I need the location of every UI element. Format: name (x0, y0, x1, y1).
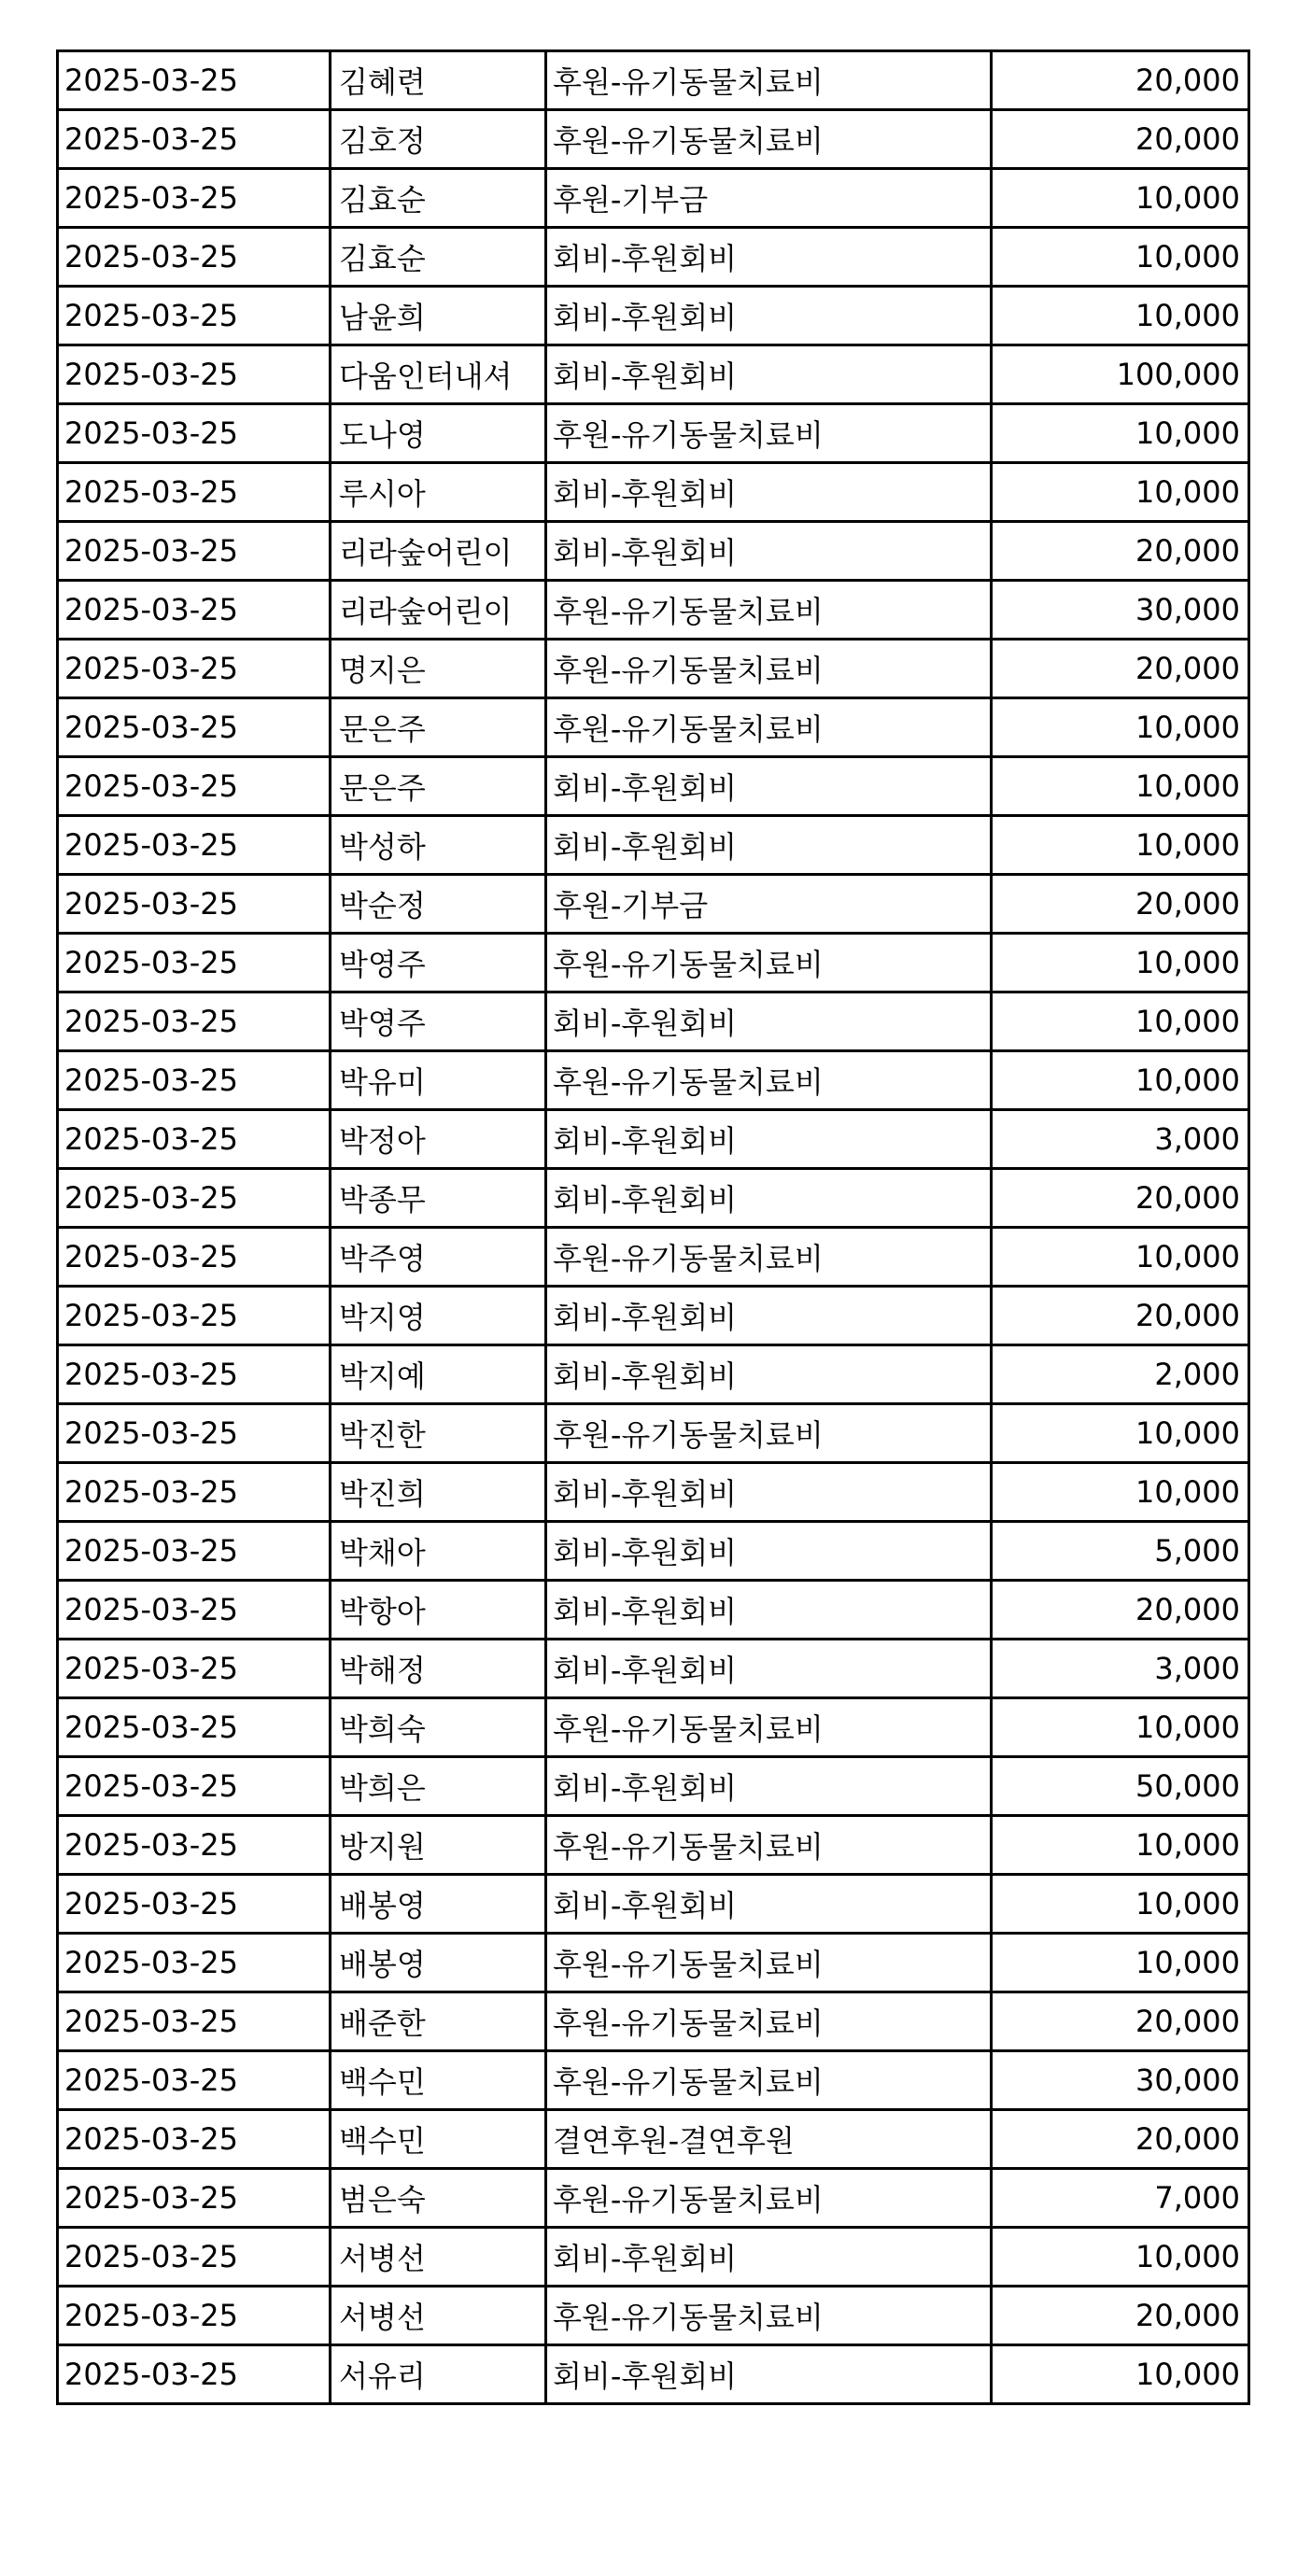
table-row (58, 2169, 1249, 2228)
date-cell: 2025-03-25 (58, 2051, 331, 2110)
category-cell: 회비-후원회비 (546, 463, 992, 522)
amount-cell: 10,000 (992, 228, 1249, 287)
table-row (58, 1816, 1249, 1875)
amount-cell: 20,000 (992, 110, 1249, 169)
donor-name-cell: 박해정 (331, 1640, 546, 1698)
amount-cell: 10,000 (992, 2228, 1249, 2287)
donor-name-cell: 문은주 (331, 698, 546, 757)
date-cell: 2025-03-25 (58, 1640, 331, 1698)
amount-cell: 10,000 (992, 287, 1249, 345)
donor-name-cell: 김효순 (331, 169, 546, 228)
amount-cell: 10,000 (992, 992, 1249, 1051)
donor-name-cell: 배봉영 (331, 1875, 546, 1934)
table-row (58, 1698, 1249, 1757)
date-cell: 2025-03-25 (58, 404, 331, 463)
donor-name-cell: 김혜련 (331, 51, 546, 110)
donor-name-cell: 백수민 (331, 2051, 546, 2110)
amount-cell: 10,000 (992, 1404, 1249, 1463)
donor-name-cell: 박유미 (331, 1051, 546, 1110)
category-cell: 후원-유기동물치료비 (546, 1051, 992, 1110)
date-cell: 2025-03-25 (58, 1875, 331, 1934)
amount-cell: 5,000 (992, 1522, 1249, 1581)
date-cell: 2025-03-25 (58, 1698, 331, 1757)
donor-name-cell: 루시아 (331, 463, 546, 522)
table-row (58, 640, 1249, 698)
amount-cell: 10,000 (992, 816, 1249, 875)
category-cell: 회비-후원회비 (546, 2228, 992, 2287)
donor-name-cell: 박진한 (331, 1404, 546, 1463)
date-cell: 2025-03-25 (58, 1228, 331, 1287)
table-row (58, 228, 1249, 287)
category-cell: 회비-후원회비 (546, 1463, 992, 1522)
date-cell: 2025-03-25 (58, 1345, 331, 1404)
donor-name-cell: 박지예 (331, 1345, 546, 1404)
donor-name-cell: 박지영 (331, 1287, 546, 1345)
donor-name-cell: 박채아 (331, 1522, 546, 1581)
table-row (58, 2110, 1249, 2169)
date-cell: 2025-03-25 (58, 1757, 331, 1816)
amount-cell: 20,000 (992, 1992, 1249, 2051)
table-row (58, 110, 1249, 169)
table-row (58, 698, 1249, 757)
donor-name-cell: 백수민 (331, 2110, 546, 2169)
amount-cell: 3,000 (992, 1110, 1249, 1169)
donor-name-cell: 서병선 (331, 2228, 546, 2287)
table-row (58, 1345, 1249, 1404)
donor-name-cell: 명지은 (331, 640, 546, 698)
category-cell: 회비-후원회비 (546, 287, 992, 345)
donor-name-cell: 리라숲어린이 (331, 522, 546, 581)
amount-cell: 20,000 (992, 875, 1249, 934)
amount-cell: 10,000 (992, 463, 1249, 522)
amount-cell: 10,000 (992, 1875, 1249, 1934)
amount-cell: 50,000 (992, 1757, 1249, 1816)
amount-cell: 20,000 (992, 1169, 1249, 1228)
category-cell: 후원-기부금 (546, 169, 992, 228)
amount-cell: 3,000 (992, 1640, 1249, 1698)
date-cell: 2025-03-25 (58, 51, 331, 110)
date-cell: 2025-03-25 (58, 934, 331, 992)
category-cell: 회비-후원회비 (546, 1345, 992, 1404)
category-cell: 회비-후원회비 (546, 522, 992, 581)
donation-table (56, 49, 1250, 2405)
amount-cell: 10,000 (992, 698, 1249, 757)
date-cell: 2025-03-25 (58, 110, 331, 169)
table-row (58, 1522, 1249, 1581)
table-row (58, 404, 1249, 463)
table-row (58, 2051, 1249, 2110)
category-cell: 회비-후원회비 (546, 1287, 992, 1345)
amount-cell: 10,000 (992, 1816, 1249, 1875)
date-cell: 2025-03-25 (58, 2228, 331, 2287)
table-row (58, 1404, 1249, 1463)
category-cell: 후원-유기동물치료비 (546, 2051, 992, 2110)
amount-cell: 20,000 (992, 2287, 1249, 2345)
donor-name-cell: 배준한 (331, 1992, 546, 2051)
amount-cell: 10,000 (992, 1698, 1249, 1757)
table-row (58, 522, 1249, 581)
donor-name-cell: 박주영 (331, 1228, 546, 1287)
donor-name-cell: 박희은 (331, 1757, 546, 1816)
amount-cell: 10,000 (992, 169, 1249, 228)
date-cell: 2025-03-25 (58, 757, 331, 816)
table-row (58, 51, 1249, 110)
date-cell: 2025-03-25 (58, 463, 331, 522)
donor-name-cell: 박희숙 (331, 1698, 546, 1757)
amount-cell: 30,000 (992, 2051, 1249, 2110)
category-cell: 후원-유기동물치료비 (546, 581, 992, 640)
category-cell: 후원-유기동물치료비 (546, 2169, 992, 2228)
donor-name-cell: 도나영 (331, 404, 546, 463)
donor-name-cell: 김효순 (331, 228, 546, 287)
date-cell: 2025-03-25 (58, 1581, 331, 1640)
table-row (58, 2345, 1249, 2404)
category-cell: 후원-유기동물치료비 (546, 1992, 992, 2051)
donor-name-cell: 박진희 (331, 1463, 546, 1522)
date-cell: 2025-03-25 (58, 640, 331, 698)
category-cell: 후원-유기동물치료비 (546, 640, 992, 698)
category-cell: 회비-후원회비 (546, 1581, 992, 1640)
category-cell: 후원-유기동물치료비 (546, 1816, 992, 1875)
date-cell: 2025-03-25 (58, 875, 331, 934)
date-cell: 2025-03-25 (58, 345, 331, 404)
amount-cell: 10,000 (992, 1463, 1249, 1522)
donor-name-cell: 김호정 (331, 110, 546, 169)
date-cell: 2025-03-25 (58, 816, 331, 875)
table-row (58, 934, 1249, 992)
table-row (58, 2228, 1249, 2287)
amount-cell: 10,000 (992, 2345, 1249, 2404)
table-row (58, 2287, 1249, 2345)
category-cell: 후원-유기동물치료비 (546, 698, 992, 757)
donor-name-cell: 박영주 (331, 992, 546, 1051)
donor-name-cell: 박항아 (331, 1581, 546, 1640)
category-cell: 회비-후원회비 (546, 345, 992, 404)
date-cell: 2025-03-25 (58, 1934, 331, 1992)
amount-cell: 20,000 (992, 640, 1249, 698)
category-cell: 후원-유기동물치료비 (546, 2287, 992, 2345)
table-row (58, 169, 1249, 228)
date-cell: 2025-03-25 (58, 228, 331, 287)
date-cell: 2025-03-25 (58, 2345, 331, 2404)
category-cell: 후원-유기동물치료비 (546, 1934, 992, 1992)
date-cell: 2025-03-25 (58, 287, 331, 345)
amount-cell: 10,000 (992, 757, 1249, 816)
table-row (58, 757, 1249, 816)
date-cell: 2025-03-25 (58, 1522, 331, 1581)
category-cell: 후원-유기동물치료비 (546, 1404, 992, 1463)
donation-table-body (58, 51, 1249, 2404)
table-row (58, 581, 1249, 640)
amount-cell: 20,000 (992, 51, 1249, 110)
category-cell: 회비-후원회비 (546, 1522, 992, 1581)
date-cell: 2025-03-25 (58, 169, 331, 228)
date-cell: 2025-03-25 (58, 1992, 331, 2051)
amount-cell: 10,000 (992, 1228, 1249, 1287)
table-row (58, 1051, 1249, 1110)
amount-cell: 20,000 (992, 522, 1249, 581)
date-cell: 2025-03-25 (58, 1816, 331, 1875)
donor-name-cell: 박순정 (331, 875, 546, 934)
date-cell: 2025-03-25 (58, 698, 331, 757)
amount-cell: 10,000 (992, 1051, 1249, 1110)
donor-name-cell: 다움인터내셔 (331, 345, 546, 404)
date-cell: 2025-03-25 (58, 2287, 331, 2345)
donor-name-cell: 남윤희 (331, 287, 546, 345)
date-cell: 2025-03-25 (58, 1463, 331, 1522)
date-cell: 2025-03-25 (58, 1169, 331, 1228)
table-row (58, 1110, 1249, 1169)
category-cell: 회비-후원회비 (546, 2345, 992, 2404)
table-row (58, 992, 1249, 1051)
donor-name-cell: 서병선 (331, 2287, 546, 2345)
amount-cell: 7,000 (992, 2169, 1249, 2228)
category-cell: 회비-후원회비 (546, 1110, 992, 1169)
date-cell: 2025-03-25 (58, 992, 331, 1051)
date-cell: 2025-03-25 (58, 2169, 331, 2228)
table-row (58, 1463, 1249, 1522)
category-cell: 회비-후원회비 (546, 228, 992, 287)
category-cell: 회비-후원회비 (546, 1757, 992, 1816)
category-cell: 후원-유기동물치료비 (546, 1698, 992, 1757)
donor-name-cell: 문은주 (331, 757, 546, 816)
donor-name-cell: 박정아 (331, 1110, 546, 1169)
amount-cell: 20,000 (992, 1581, 1249, 1640)
table-row (58, 1875, 1249, 1934)
table-row (58, 1934, 1249, 1992)
amount-cell: 30,000 (992, 581, 1249, 640)
date-cell: 2025-03-25 (58, 522, 331, 581)
category-cell: 후원-기부금 (546, 875, 992, 934)
table-row (58, 1640, 1249, 1698)
table-row (58, 345, 1249, 404)
category-cell: 회비-후원회비 (546, 992, 992, 1051)
amount-cell: 20,000 (992, 1287, 1249, 1345)
table-row (58, 875, 1249, 934)
amount-cell: 10,000 (992, 1934, 1249, 1992)
category-cell: 후원-유기동물치료비 (546, 1228, 992, 1287)
date-cell: 2025-03-25 (58, 2110, 331, 2169)
amount-cell: 2,000 (992, 1345, 1249, 1404)
donor-name-cell: 박영주 (331, 934, 546, 992)
table-row (58, 1169, 1249, 1228)
table-row (58, 1287, 1249, 1345)
category-cell: 후원-유기동물치료비 (546, 934, 992, 992)
date-cell: 2025-03-25 (58, 1110, 331, 1169)
category-cell: 회비-후원회비 (546, 816, 992, 875)
table-row (58, 1757, 1249, 1816)
table-row (58, 463, 1249, 522)
table-row (58, 1581, 1249, 1640)
amount-cell: 10,000 (992, 934, 1249, 992)
date-cell: 2025-03-25 (58, 581, 331, 640)
donor-name-cell: 배봉영 (331, 1934, 546, 1992)
amount-cell: 20,000 (992, 2110, 1249, 2169)
donor-name-cell: 방지원 (331, 1816, 546, 1875)
donor-name-cell: 리라숲어린이 (331, 581, 546, 640)
table-row (58, 1228, 1249, 1287)
category-cell: 후원-유기동물치료비 (546, 404, 992, 463)
category-cell: 회비-후원회비 (546, 757, 992, 816)
category-cell: 결연후원-결연후원 (546, 2110, 992, 2169)
category-cell: 회비-후원회비 (546, 1875, 992, 1934)
table-row (58, 287, 1249, 345)
category-cell: 회비-후원회비 (546, 1169, 992, 1228)
donor-name-cell: 박종무 (331, 1169, 546, 1228)
category-cell: 후원-유기동물치료비 (546, 51, 992, 110)
amount-cell: 100,000 (992, 345, 1249, 404)
table-row (58, 816, 1249, 875)
date-cell: 2025-03-25 (58, 1287, 331, 1345)
date-cell: 2025-03-25 (58, 1051, 331, 1110)
donor-name-cell: 박성하 (331, 816, 546, 875)
category-cell: 회비-후원회비 (546, 1640, 992, 1698)
donor-name-cell: 서유리 (331, 2345, 546, 2404)
table-row (58, 1992, 1249, 2051)
date-cell: 2025-03-25 (58, 1404, 331, 1463)
category-cell: 후원-유기동물치료비 (546, 110, 992, 169)
amount-cell: 10,000 (992, 404, 1249, 463)
donor-name-cell: 범은숙 (331, 2169, 546, 2228)
